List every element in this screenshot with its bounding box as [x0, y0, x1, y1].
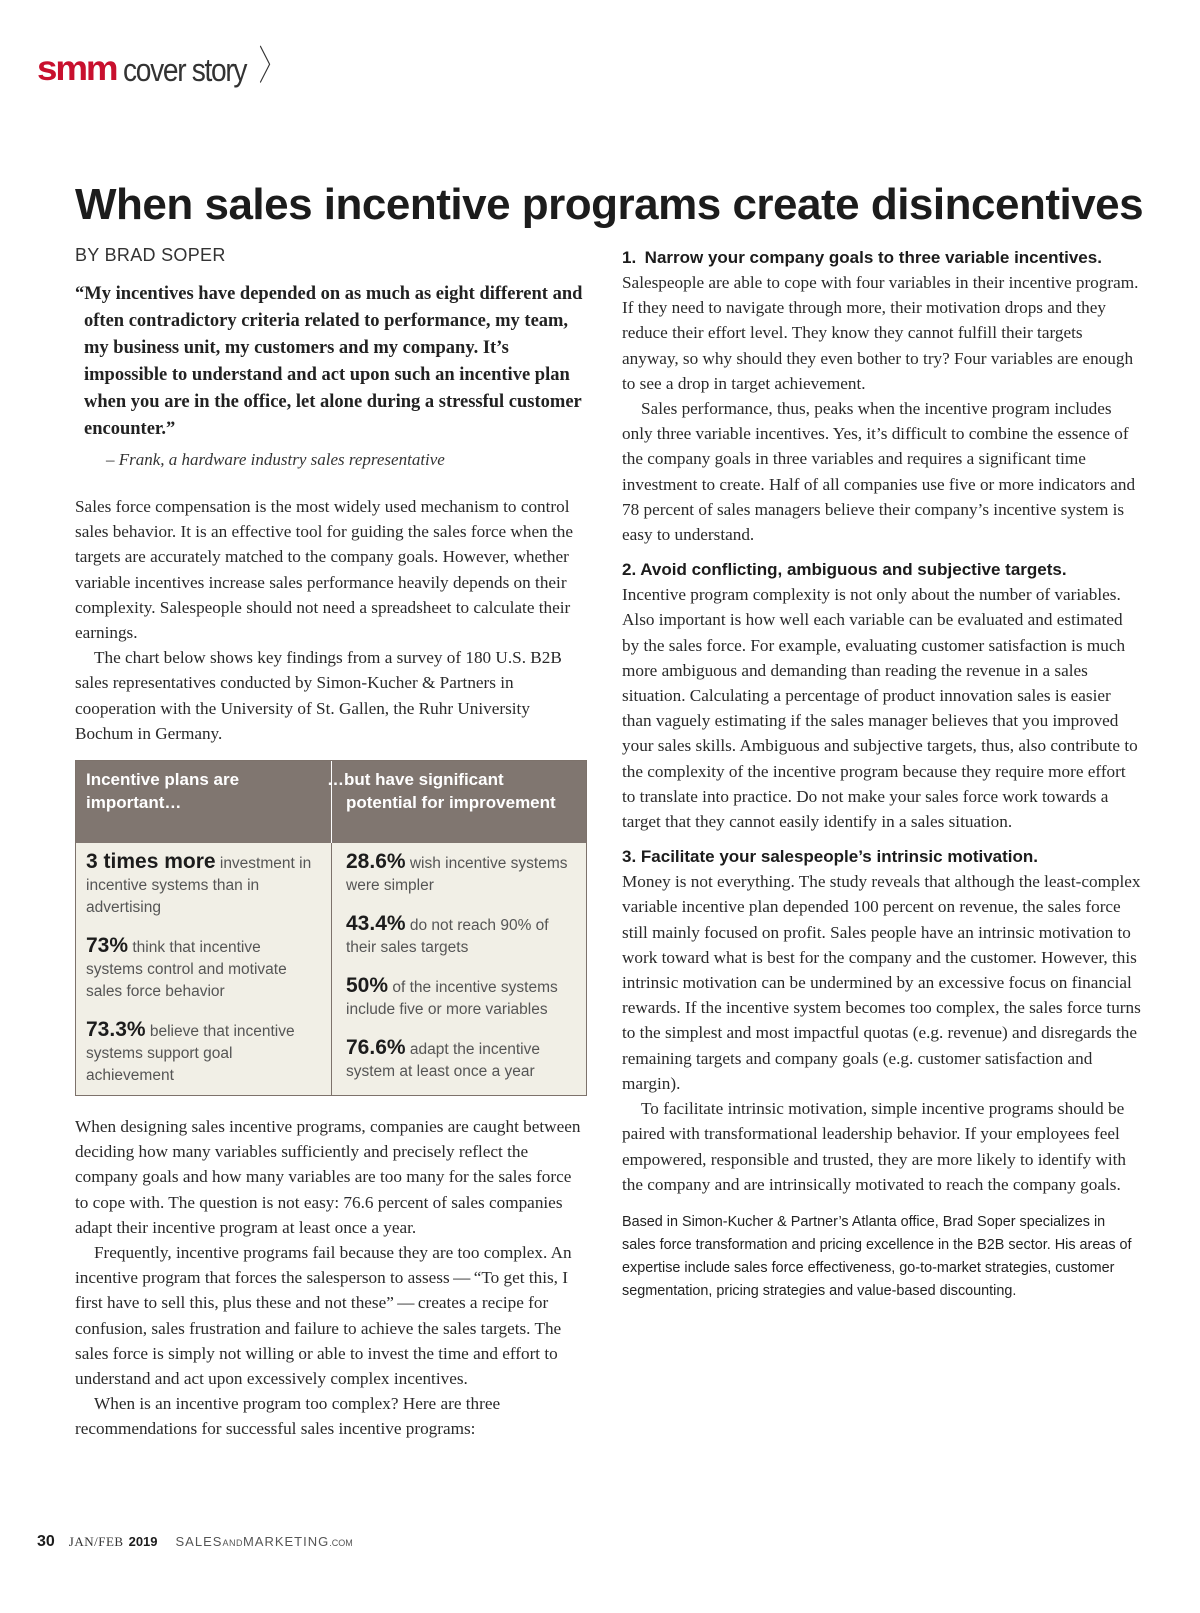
finding-text: believe that incentive systems support goal achievement: [86, 1023, 295, 1085]
intro-paragraph: The chart below shows key findings from a survey of 180 U.S. B2B sales representatives conducted by Simon-Kucher & Partners in cooperation with the University of St. Gallen, the Ruhr University Bochum in Germany.: [75, 648, 562, 743]
findings-column-right: [331, 843, 586, 1095]
finding-text: think that incentive systems control and motivate sales force behavior: [86, 939, 287, 1001]
finding-item: [86, 851, 321, 919]
recommendation-paragraph: To facilitate intrinsic motivation, simple incentive programs should be paired with transformational leadership behavior. If your employees feel empowered, responsible and trusted, they are more likely to identify with the company and are intrinsically motivated to reach the company goals.: [622, 1099, 1127, 1194]
quote-attribution: – Frank, a hardware industry sales representative: [106, 450, 445, 469]
finding-item: [346, 851, 576, 897]
website-part: AND: [222, 1538, 243, 1548]
author-bio: Based in Simon-Kucher & Partner’s Atlanta office, Brad Soper specializes in sales force transformation and pricing excellence in the B2B sector. His areas of expertise include sales force effectiveness, go-to-market strategies, customer segmentation, pricing strategies and value-based discounting.: [622, 1213, 1132, 1299]
finding-item: [86, 935, 321, 1003]
recommendation-heading: 2. Avoid conflicting, ambiguous and subjective targets.: [622, 560, 1067, 580]
page-footer: [37, 1533, 353, 1551]
page-number: 30: [37, 1533, 55, 1550]
website-part: .COM: [329, 1538, 353, 1548]
finding-item: [86, 1019, 321, 1087]
pull-quote: “My incentives have depended on as much as eight different and often contradictory criteria related to performance, my team, my business unit, my customers and my company. It’s impossible to understand and act upon such an incentive plan when you are in the office, let alone during a stressful customer encounter.”: [75, 284, 583, 439]
magazine-logo: smm: [37, 49, 117, 88]
finding-figure: 43.4%: [346, 912, 406, 936]
body-paragraph: Frequently, incentive programs fail because they are too complex. An incentive program that forces the salesperson to assess — “To get this, I first have to sell this, plus these and not these” — creates a recipe for confusion, sales frustration and failure to achieve the sales targets. The sales force is simply not willing or able to invest the time and effort to understand and act upon excessively complex incentives.: [75, 1243, 572, 1389]
section-label: cover story: [122, 52, 246, 88]
recommendation-heading: 1. Narrow your company goals to three variable incentives.: [622, 248, 1102, 267]
findings-header-right: …but have significant potential for improvement: [331, 761, 586, 843]
finding-figure: 73%: [86, 934, 129, 958]
recommendation-paragraph: Incentive program complexity is not only about the number of variables. Also important is how well each variable can be evaluated and estimated by the sales force. For example, evaluating customer satisfaction is much more ambiguous and demanding than reading the revenue in a sales situation. Calculating a percentage of product innovation sales is easier than vaguely estimating if the sales manager believes that you improved your sales skills. Ambiguous and subjective targets, thus, also contribute to the complexity of the incentive program because they require more effort to translate into practice. Do not make your sales force work towards a target that they cannot easily identify in a sales situation.: [622, 585, 1138, 832]
finding-item: [346, 913, 576, 959]
finding-text: investment in incentive systems than in advertising: [86, 855, 312, 917]
finding-figure: 50%: [346, 974, 389, 998]
findings-column-left: [76, 843, 331, 1095]
finding-figure: 76.6%: [346, 1036, 406, 1060]
finding-text: wish incentive systems were simpler: [346, 855, 568, 895]
finding-text: do not reach 90% of their sales targets: [346, 917, 549, 957]
website-part: SALES: [175, 1534, 223, 1549]
recommendation-paragraph: Sales performance, thus, peaks when the incentive program includes only three variable incentives. Yes, it’s difficult to combine the essence of the company goals in three variables and requires a significant time investment to create. Half of all companies use five or more indicators and 78 percent of sales managers believe their company’s incentive system is easy to understand.: [622, 399, 1136, 545]
finding-text: of the incentive systems include five or more variables: [346, 979, 558, 1019]
left-column: [75, 245, 587, 1442]
finding-figure: 3 times more: [86, 850, 216, 874]
finding-figure: 28.6%: [346, 850, 406, 874]
survey-findings-box: [75, 760, 587, 1096]
masthead: [37, 36, 291, 89]
intro-paragraph: Sales force compensation is the most widely used mechanism to control sales behavior. It is an effective tool for guiding the sales force when the targets are accurately matched to the company goals. However, whether variable incentives increase sales performance heavily depends on their complexity. Salespeople should not need a spreadsheet to calculate their earnings.: [75, 497, 573, 643]
issue-year: 2019: [128, 1534, 158, 1549]
body-paragraph: When designing sales incentive programs, companies are caught between deciding how many variables sufficiently and precisely reflect the company goals and how many variables are too many for the sales force to cope with. The question is not easy: 76.6 percent of sales companies adapt their incentive program at least once a year.: [75, 1117, 581, 1237]
finding-text: adapt the incentive system at least once a year: [346, 1041, 540, 1081]
right-column: [622, 245, 1142, 1303]
body-paragraph: When is an incentive program too complex? Here are three recommendations for successful sales incentive programs:: [75, 1394, 501, 1439]
issue-date: JAN/FEB: [68, 1534, 124, 1549]
recommendation-paragraph: Money is not everything. The study reveals that although the least-complex variable incentive plan depended 100 percent on revenue, the sales force still mainly focused on profit. Sales people have an intrinsic motivation to work toward what is best for the company and the customer. However, this intrinsic motivation can be undermined by an excessive focus on financial rewards. If the incentive system becomes too complex, the sales force turns to the simplest and most impactful quotas (e.g. revenue) and disregards the remaining targets and company goals (e.g. customer satisfaction and margin).: [622, 872, 1141, 1093]
byline: BY BRAD SOPER: [75, 245, 226, 265]
finding-item: [346, 975, 576, 1021]
article-title: When sales incentive programs create disincentives: [75, 180, 1144, 229]
website-part: MARKETING: [242, 1534, 330, 1549]
recommendation-heading: 3. Facilitate your salespeople’s intrinsic motivation.: [622, 847, 1038, 867]
findings-header-left: Incentive plans are important…: [76, 761, 331, 843]
chevron-right-icon: 〉: [258, 43, 283, 89]
finding-item: [346, 1037, 576, 1083]
recommendation-paragraph: Salespeople are able to cope with four variables in their incentive program. If they need to navigate through more, their motivation drops and they reduce their effort level. They know they cannot fulfill their targets anyway, so why should they even bother to try? Four variables are enough to see a drop in target achievement.: [622, 273, 1139, 393]
finding-figure: 73.3%: [86, 1018, 146, 1042]
